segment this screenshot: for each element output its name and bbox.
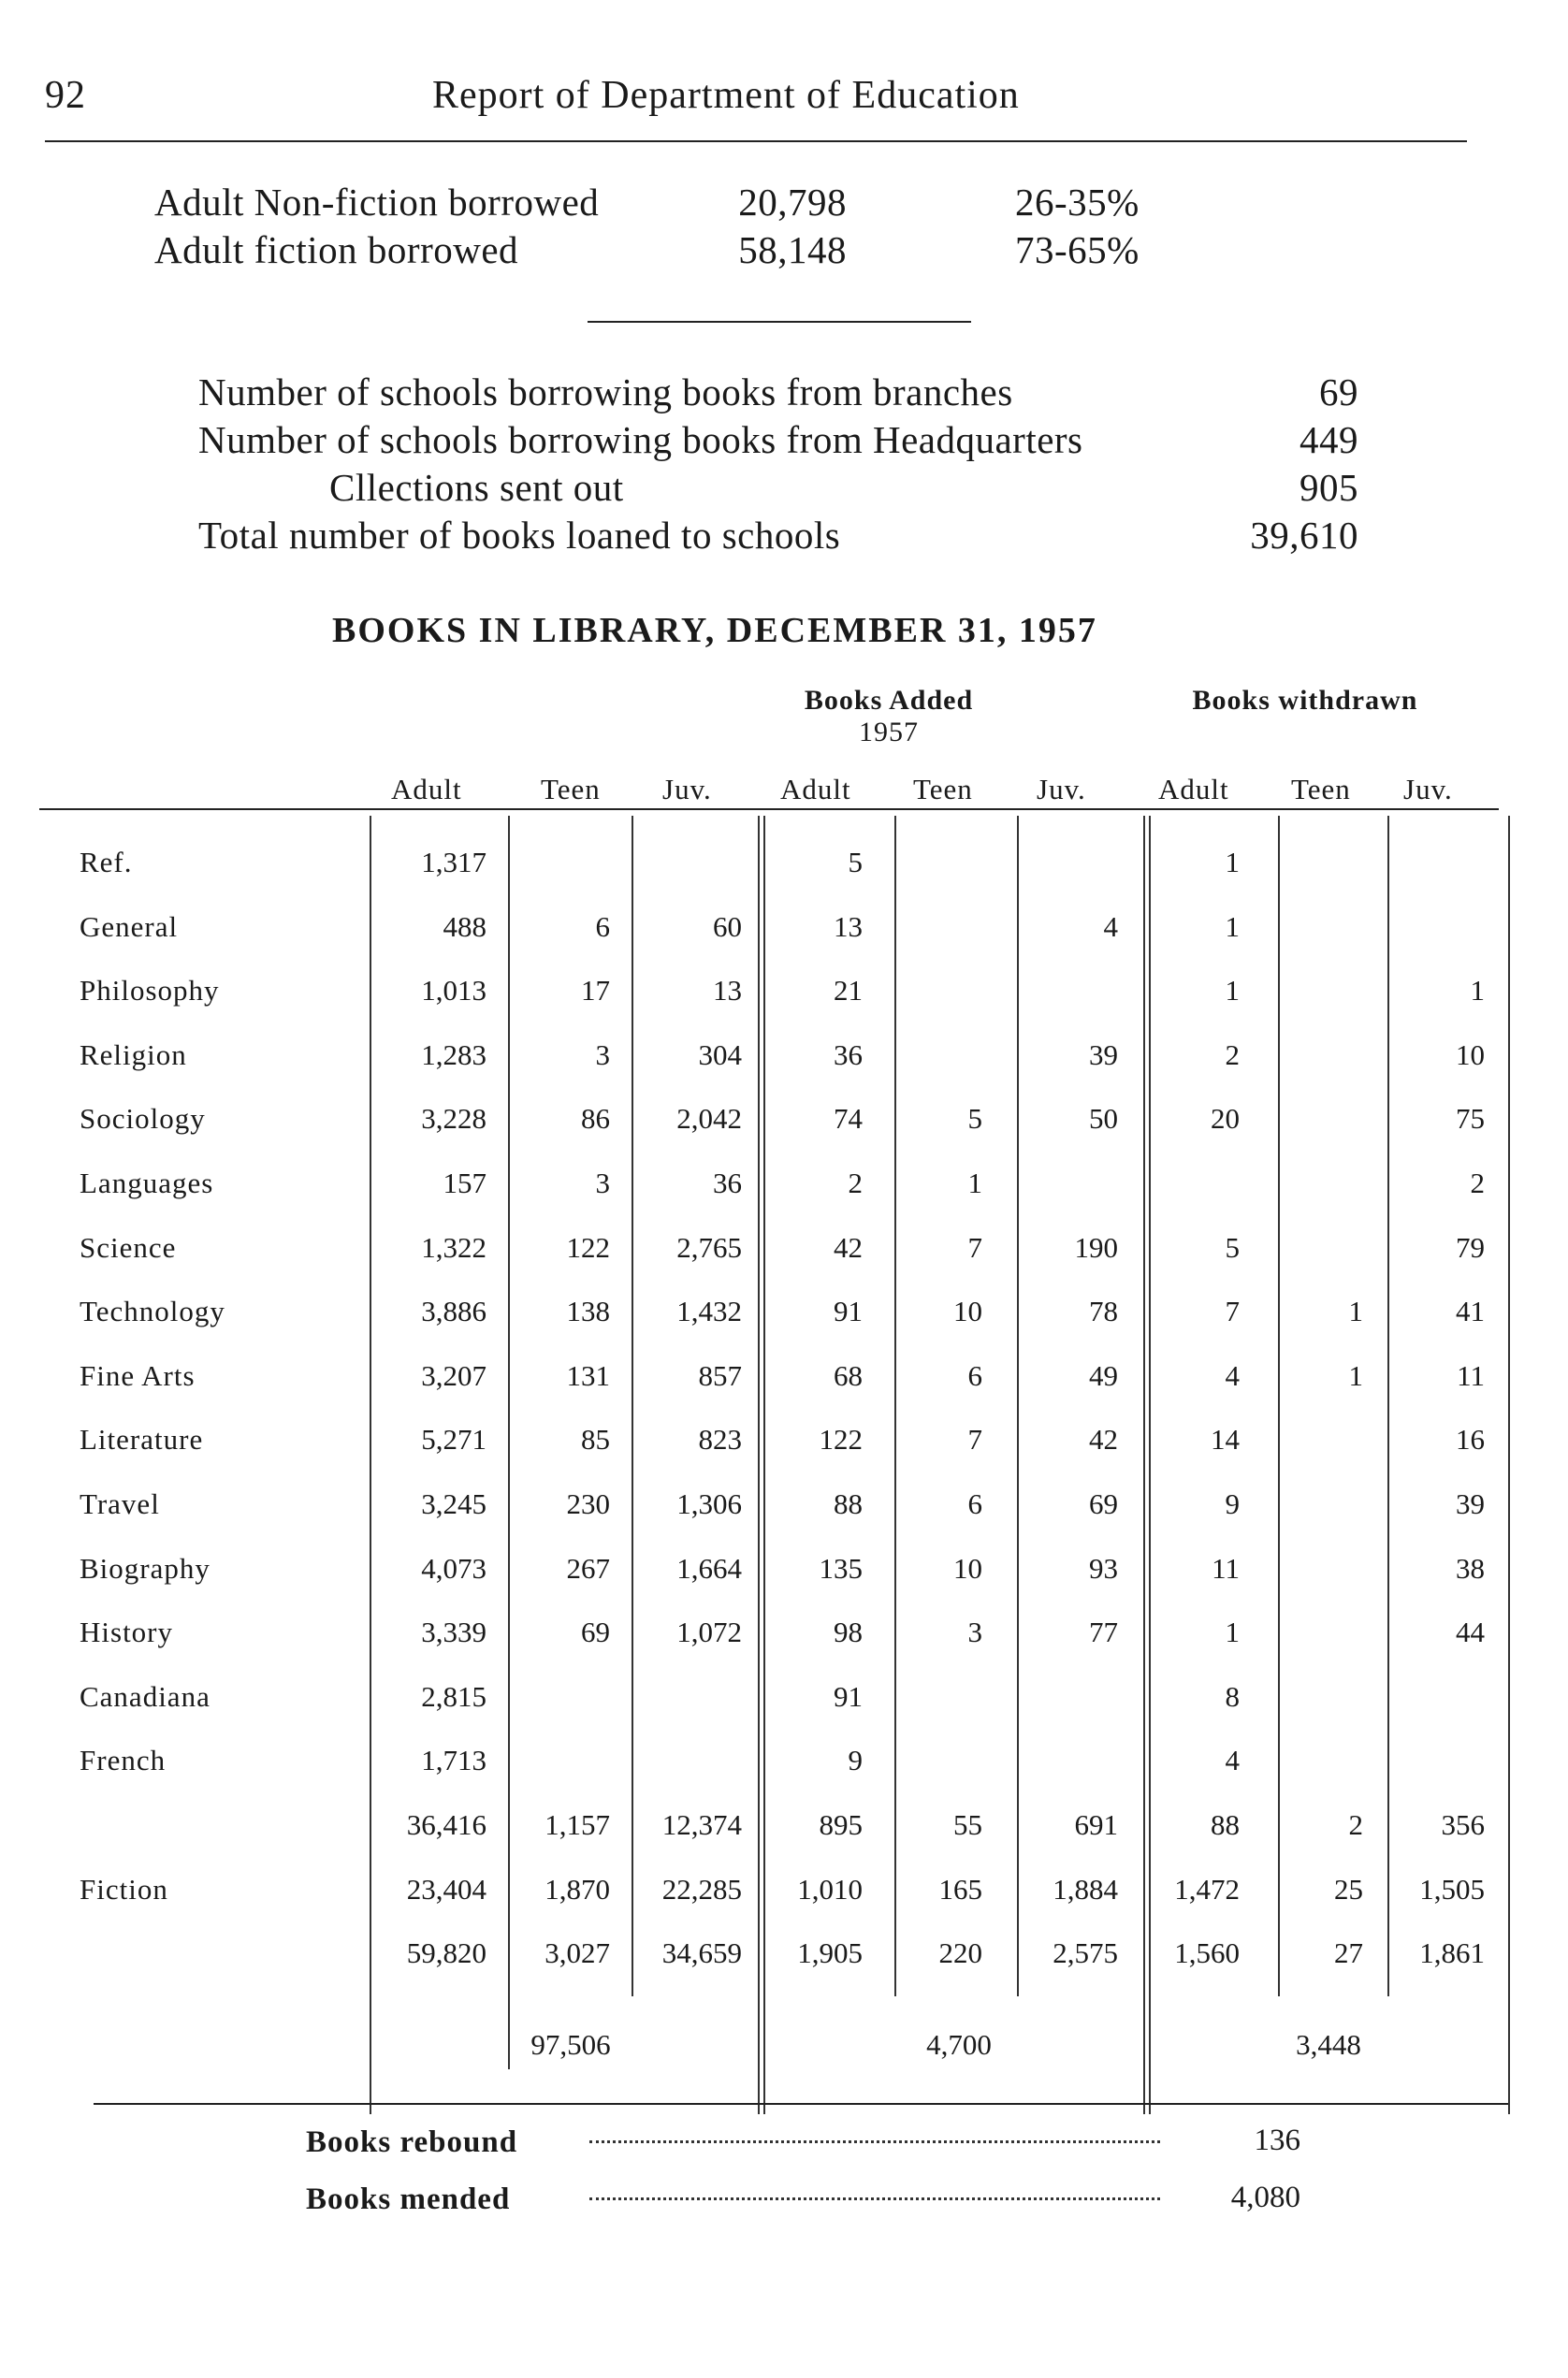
table-cell: 230 (566, 1487, 610, 1520)
table-cell: 1,664 (676, 1552, 742, 1585)
column-header: Juv. (1037, 773, 1086, 805)
table-cell: 4 (1225, 1744, 1240, 1776)
table-cell: 7 (1225, 1295, 1240, 1327)
footer-value: 136 (1254, 2124, 1300, 2157)
footer-label: Books mended (306, 2182, 511, 2216)
table-cell: 74 (834, 1102, 863, 1135)
row-label: Biography (80, 1552, 211, 1585)
table-cell: 13 (713, 974, 742, 1007)
group-header-added: Books Added (804, 685, 974, 716)
table-cell: 131 (566, 1359, 610, 1392)
table-cell: 14 (1211, 1423, 1240, 1456)
column-header: Adult (780, 773, 851, 805)
table-cell: 1 (1225, 1616, 1240, 1648)
table-cell: 823 (698, 1423, 742, 1456)
row-label: Canadiana (80, 1680, 211, 1713)
row-label: Religion (80, 1038, 187, 1071)
column-header-rule (39, 808, 1499, 810)
schools-label: Number of schools borrowing books from Headquarters (198, 418, 1083, 461)
schools-value: 39,610 (1250, 514, 1358, 557)
table-cell: 1,317 (421, 846, 486, 878)
table-cell: 3 (595, 1038, 610, 1071)
borrowed-count: 20,798 (738, 181, 847, 224)
column-header: Juv. (662, 773, 712, 805)
table-cell: 190 (1074, 1231, 1118, 1264)
table-cell: 2,765 (676, 1231, 742, 1264)
table-cell: 17 (581, 974, 610, 1007)
table-cell: 44 (1456, 1616, 1485, 1648)
table-cell: 20 (1211, 1102, 1240, 1135)
table-cell: 27 (1334, 1936, 1363, 1969)
row-label: Literature (80, 1423, 204, 1456)
table-cell: 79 (1456, 1231, 1485, 1264)
table-cell: 86 (581, 1102, 610, 1135)
row-label: General (80, 910, 179, 943)
section-divider (588, 321, 971, 323)
table-cell: 2,575 (1053, 1936, 1118, 1969)
table-cell: 1 (1470, 974, 1485, 1007)
table-bottom-rule (94, 2103, 1508, 2105)
row-label: Philosophy (80, 974, 220, 1007)
table-cell: 85 (581, 1423, 610, 1456)
borrowed-label: Adult Non-fiction borrowed (154, 181, 600, 224)
table-cell: 3,027 (544, 1936, 610, 1969)
column-rule (758, 816, 760, 2114)
column-rule (1143, 816, 1145, 2114)
dot-leader (589, 2140, 1160, 2143)
footer-value: 4,080 (1230, 2181, 1300, 2214)
table-cell: 122 (819, 1423, 863, 1456)
column-rule (1149, 816, 1151, 2114)
table-cell: 36 (713, 1167, 742, 1199)
table-cell: 267 (566, 1552, 610, 1585)
table-cell: 1 (1348, 1359, 1363, 1392)
table-cell: 34,659 (661, 1936, 742, 1969)
borrowed-count: 58,148 (738, 228, 847, 271)
table-cell: 25 (1334, 1873, 1363, 1906)
table-cell: 91 (834, 1295, 863, 1327)
table-cell: 1,306 (676, 1487, 742, 1520)
table-cell: 1,861 (1419, 1936, 1485, 1969)
row-label: History (80, 1616, 173, 1648)
row-label: Ref. (80, 846, 133, 878)
grand-total-added: 4,700 (926, 2028, 992, 2061)
column-rule (1508, 816, 1510, 2114)
table-cell: 23,404 (406, 1873, 486, 1906)
row-label: Technology (80, 1295, 225, 1327)
table-cell: 11 (1212, 1552, 1240, 1585)
table-cell: 88 (834, 1487, 863, 1520)
table-cell: 41 (1456, 1295, 1485, 1327)
schools-label: Total number of books loaned to schools (198, 514, 841, 557)
row-label: Sociology (80, 1102, 206, 1135)
table-cell: 7 (967, 1231, 982, 1264)
table-cell: 42 (1089, 1423, 1118, 1456)
table-cell: 9 (1225, 1487, 1240, 1520)
column-header: Adult (1158, 773, 1229, 805)
table-cell: 7 (967, 1423, 982, 1456)
row-label: Travel (80, 1487, 160, 1520)
table-cell: 4,073 (421, 1552, 486, 1585)
table-cell: 13 (834, 910, 863, 943)
column-header: Teen (541, 773, 601, 805)
table-cell: 3 (967, 1616, 982, 1648)
table-cell: 4 (1103, 910, 1118, 943)
table-cell: 49 (1089, 1359, 1118, 1392)
table-cell: 21 (834, 974, 863, 1007)
table-cell: 2 (1348, 1808, 1363, 1841)
table-cell: 691 (1074, 1808, 1118, 1841)
table-cell: 4 (1225, 1359, 1240, 1392)
table-cell: 5 (1225, 1231, 1240, 1264)
table-cell: 8 (1225, 1680, 1240, 1713)
table-cell: 2 (1470, 1167, 1485, 1199)
running-title: Report of Department of Education (432, 74, 1020, 117)
footer-label: Books rebound (306, 2125, 518, 2159)
table-cell: 3,245 (421, 1487, 486, 1520)
table-cell: 1,505 (1419, 1873, 1485, 1906)
table-cell: 488 (443, 910, 486, 943)
grand-total-holdings: 97,506 (530, 2028, 611, 2061)
table-cell: 304 (698, 1038, 742, 1071)
row-label: Languages (80, 1167, 214, 1199)
table-cell: 75 (1456, 1102, 1485, 1135)
table-cell: 895 (819, 1808, 863, 1841)
schools-label: Number of schools borrowing books from branches (198, 370, 1013, 413)
table-cell: 77 (1089, 1616, 1118, 1648)
table-cell: 2 (848, 1167, 863, 1199)
table-cell: 3,339 (421, 1616, 486, 1648)
borrowed-percent: 26-35% (1015, 181, 1140, 224)
table-cell: 2,042 (676, 1102, 742, 1135)
table-cell: 5,271 (421, 1423, 486, 1456)
table-cell: 36,416 (406, 1808, 486, 1841)
table-cell: 1,884 (1053, 1873, 1118, 1906)
column-header: Juv. (1403, 773, 1453, 805)
table-cell: 22,285 (661, 1873, 742, 1906)
table-cell: 98 (834, 1616, 863, 1648)
borrowed-label: Adult fiction borrowed (154, 228, 519, 271)
table-cell: 10 (1456, 1038, 1485, 1071)
table-cell: 9 (848, 1744, 863, 1776)
table-cell: 5 (967, 1102, 982, 1135)
table-cell: 38 (1456, 1552, 1485, 1585)
schools-value: 905 (1299, 466, 1358, 509)
table-cell: 1,322 (421, 1231, 486, 1264)
table-cell: 2 (1225, 1038, 1240, 1071)
table-cell: 36 (834, 1038, 863, 1071)
table-cell: 10 (953, 1552, 982, 1585)
table-cell: 3 (595, 1167, 610, 1199)
table-title: BOOKS IN LIBRARY, DECEMBER 31, 1957 (332, 611, 1097, 650)
table-cell: 16 (1456, 1423, 1485, 1456)
table-cell: 1,072 (676, 1616, 742, 1648)
table-cell: 1 (1348, 1295, 1363, 1327)
page-number: 92 (45, 74, 86, 117)
table-cell: 1,010 (797, 1873, 863, 1906)
table-cell: 165 (938, 1873, 982, 1906)
table-cell: 69 (581, 1616, 610, 1648)
row-label: Fiction (80, 1873, 168, 1906)
table-cell: 55 (953, 1808, 982, 1841)
table-cell: 60 (713, 910, 742, 943)
column-rule (370, 816, 371, 2114)
table-cell: 220 (938, 1936, 982, 1969)
table-cell: 1,013 (421, 974, 486, 1007)
table-cell: 5 (848, 846, 863, 878)
header-rule (45, 140, 1467, 142)
table-cell: 10 (953, 1295, 982, 1327)
table-cell: 59,820 (406, 1936, 486, 1969)
table-cell: 1 (967, 1167, 982, 1199)
table-cell: 1,870 (544, 1873, 610, 1906)
group-header-added-year: 1957 (859, 717, 919, 747)
table-cell: 3,228 (421, 1102, 486, 1135)
row-label: Science (80, 1231, 177, 1264)
table-cell: 2,815 (421, 1680, 486, 1713)
table-cell: 88 (1211, 1808, 1240, 1841)
table-cell: 1,905 (797, 1936, 863, 1969)
column-header: Adult (391, 773, 462, 805)
table-cell: 1,432 (676, 1295, 742, 1327)
table-cell: 78 (1089, 1295, 1118, 1327)
table-cell: 1,472 (1174, 1873, 1240, 1906)
table-cell: 39 (1089, 1038, 1118, 1071)
table-cell: 1 (1225, 910, 1240, 943)
table-cell: 135 (819, 1552, 863, 1585)
column-header: Teen (913, 773, 973, 805)
row-label: French (80, 1744, 167, 1776)
table-cell: 1,560 (1174, 1936, 1240, 1969)
table-cell: 1,713 (421, 1744, 486, 1776)
table-cell: 91 (834, 1680, 863, 1713)
table-cell: 42 (834, 1231, 863, 1264)
table-cell: 6 (967, 1359, 982, 1392)
dot-leader (589, 2197, 1160, 2200)
grand-total-withdrawn: 3,448 (1296, 2028, 1361, 2061)
schools-label: Cllections sent out (329, 466, 624, 509)
schools-value: 69 (1319, 370, 1358, 413)
borrowed-percent: 73-65% (1015, 228, 1140, 271)
table-cell: 3,207 (421, 1359, 486, 1392)
table-cell: 68 (834, 1359, 863, 1392)
table-cell: 1,157 (544, 1808, 610, 1841)
table-cell: 69 (1089, 1487, 1118, 1520)
table-cell: 12,374 (661, 1808, 742, 1841)
row-label: Fine Arts (80, 1359, 196, 1392)
table-cell: 122 (566, 1231, 610, 1264)
table-cell: 138 (566, 1295, 610, 1327)
table-cell: 6 (595, 910, 610, 943)
group-header-withdrawn: Books withdrawn (1192, 685, 1418, 716)
table-cell: 39 (1456, 1487, 1485, 1520)
schools-value: 449 (1299, 418, 1358, 461)
table-cell: 1,283 (421, 1038, 486, 1071)
table-cell: 1 (1225, 974, 1240, 1007)
column-header: Teen (1291, 773, 1351, 805)
table-cell: 11 (1457, 1359, 1485, 1392)
table-cell: 6 (967, 1487, 982, 1520)
column-rule (763, 816, 765, 2114)
table-cell: 93 (1089, 1552, 1118, 1585)
table-cell: 3,886 (421, 1295, 486, 1327)
table-cell: 857 (698, 1359, 742, 1392)
table-cell: 50 (1089, 1102, 1118, 1135)
table-cell: 157 (443, 1167, 486, 1199)
table-cell: 1 (1225, 846, 1240, 878)
table-cell: 356 (1441, 1808, 1485, 1841)
